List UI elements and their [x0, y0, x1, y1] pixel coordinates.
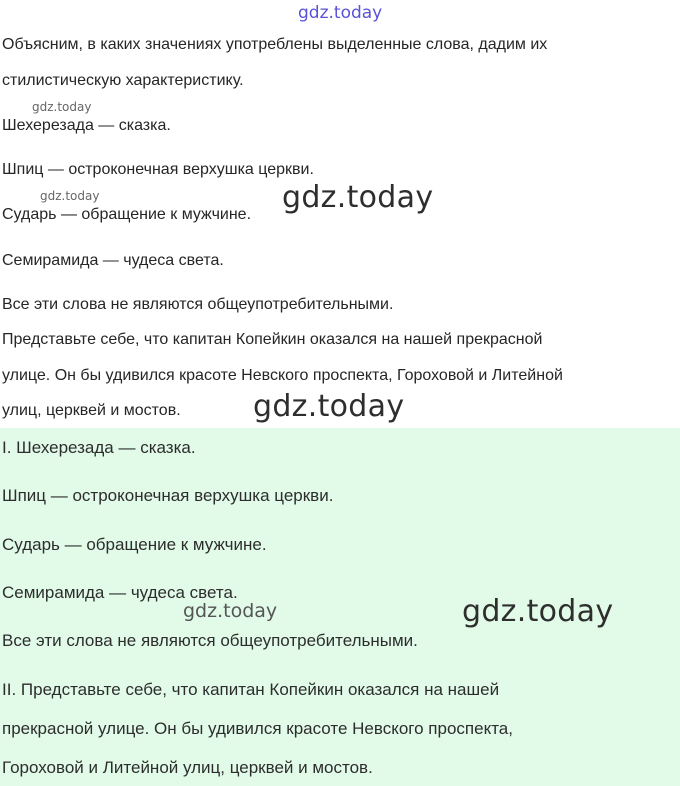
- task-line: Представьте себе, что капитан Копейкин оказался на нашей прекрасной: [2, 331, 543, 348]
- watermark-big: gdz.today: [462, 594, 614, 629]
- task-line: стилистическую характеристику.: [2, 72, 244, 89]
- task-line: Сударь — обращение к мужчине.: [2, 206, 252, 223]
- watermark-top: gdz.today: [298, 3, 383, 23]
- answer-line: Семирамида — чудеса света.: [2, 583, 238, 602]
- answer-block: [0, 428, 680, 786]
- answer-line: Все эти слова не являются общеупотребительными.: [2, 631, 418, 650]
- answer-line: прекрасной улице. Он бы удивился красоте Невского проспекта,: [2, 719, 513, 738]
- watermark-big: gdz.today: [253, 389, 405, 424]
- watermark-big: gdz.today: [282, 180, 434, 215]
- watermark-small: gdz.today: [183, 600, 278, 622]
- answer-line: Гороховой и Литейной улиц, церквей и мостов.: [2, 758, 373, 777]
- task-line: Шехерезада — сказка.: [2, 117, 171, 134]
- task-line: Семирамида — чудеса света.: [2, 252, 224, 269]
- watermark-small: gdz.today: [32, 100, 92, 114]
- answer-line: Шпиц — остроконечная верхушка церкви.: [2, 486, 334, 505]
- answer-line: II. Представьте себе, что капитан Копейкин оказался на нашей: [2, 680, 500, 699]
- watermark-small: gdz.today: [40, 189, 100, 203]
- task-line: Все эти слова не являются общеупотребительными.: [2, 296, 394, 313]
- task-line: улице. Он бы удивился красоте Невского проспекта, Гороховой и Литейной: [2, 367, 563, 384]
- answer-line: I. Шехерезада — сказка.: [2, 438, 196, 457]
- answer-line: Сударь — обращение к мужчине.: [2, 535, 267, 554]
- task-line: Объясним, в каких значениях употреблены выделенные слова, дадим их: [2, 36, 548, 53]
- task-line: Шпиц — остроконечная верхушка церкви.: [2, 161, 314, 178]
- task-line: улиц, церквей и мостов.: [2, 402, 181, 419]
